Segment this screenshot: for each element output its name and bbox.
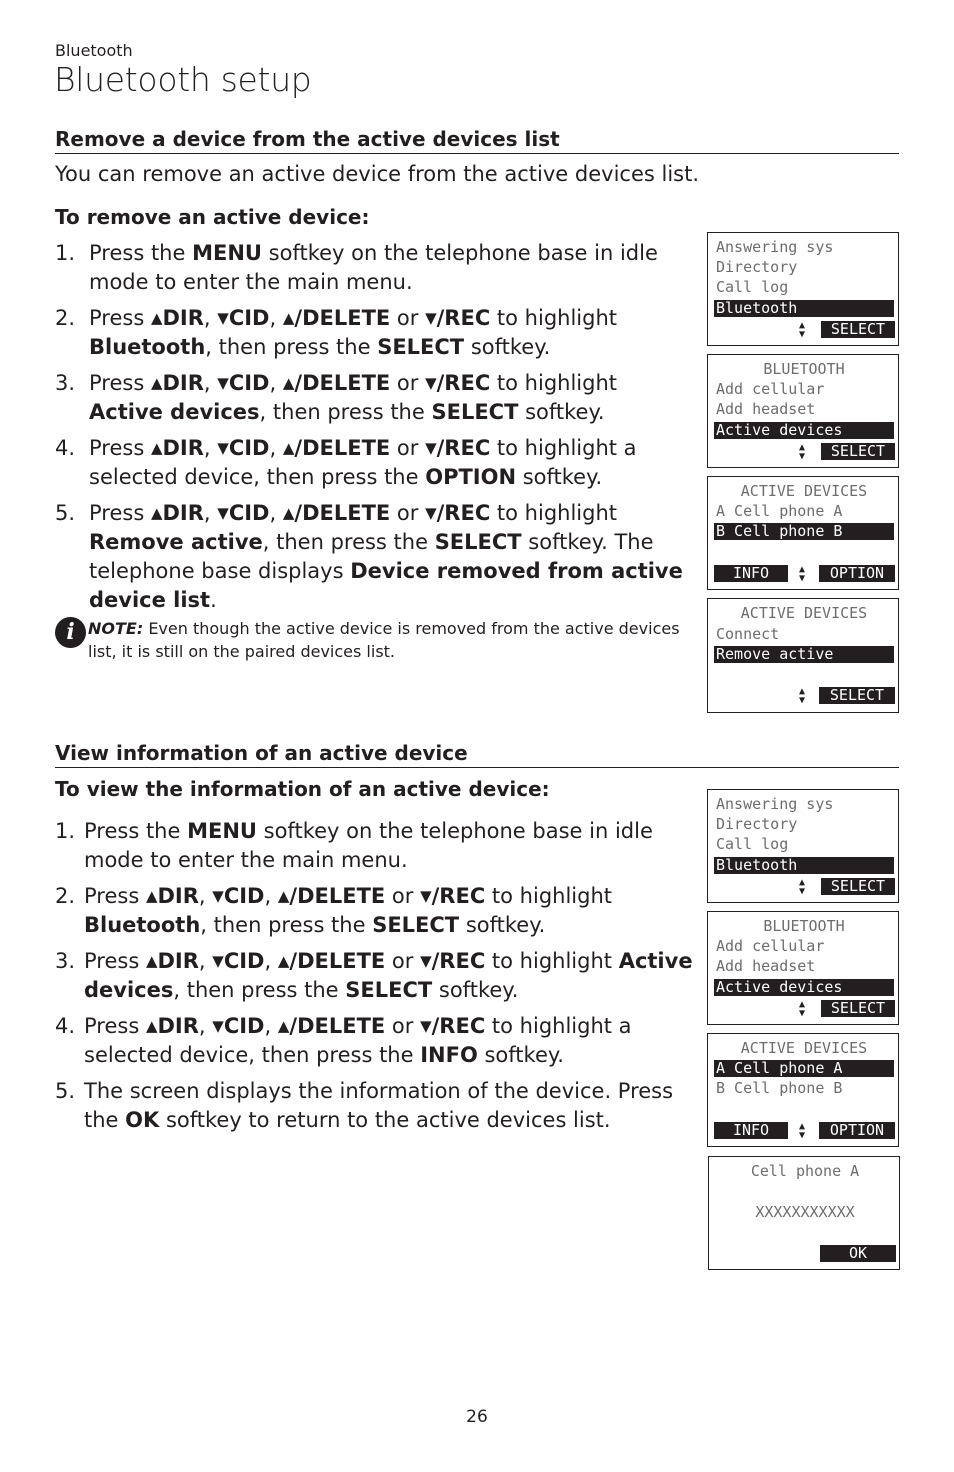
- lcd-device-info: Cell phone A XXXXXXXXXXX OK: [708, 1156, 900, 1270]
- up-arrow-icon: ▲: [277, 952, 290, 970]
- down-arrow-icon: ▼: [217, 374, 229, 392]
- up-arrow-icon: ▲: [277, 1017, 290, 1035]
- list-item: 2. Press ▲DIR, ▼CID, ▲/DELETE or ▼/REC to highlight Bluetooth, then press the SELECT softkey.: [55, 884, 613, 937]
- up-arrow-icon: ▲: [282, 439, 295, 457]
- scroll-arrows-icon: ▲ ▼: [798, 999, 806, 1019]
- down-arrow-icon: ▼: [425, 374, 437, 392]
- scroll-arrows-icon: ▲ ▼: [798, 442, 806, 462]
- lcd-bluetooth-menu: BLUETOOTH Add cellular Add headset Active devices ▲ ▼ SELECT: [707, 354, 899, 468]
- softkey-ok: OK: [820, 1245, 896, 1262]
- scroll-arrows-icon: ▲ ▼: [798, 1121, 806, 1141]
- up-arrow-icon: ▲: [150, 374, 163, 392]
- down-arrow-icon: ▼: [420, 1017, 432, 1035]
- up-arrow-icon: ▲: [145, 952, 158, 970]
- page-number: 26: [466, 1407, 488, 1427]
- note-text: Even though the active device is removed from the active devices list, it is still on the paired devices list.: [88, 619, 680, 661]
- page-title: Bluetooth setup: [54, 60, 312, 99]
- down-arrow-icon: ▼: [212, 887, 224, 905]
- scroll-arrows-icon: ▲ ▼: [798, 686, 806, 706]
- lcd-remove-active: ACTIVE DEVICES Connect Remove active ▲ ▼ SELECT: [707, 598, 899, 713]
- section-heading-view-info: View information of an active device: [55, 741, 899, 768]
- up-arrow-icon: ▲: [150, 504, 163, 522]
- softkey-option: OPTION: [819, 565, 895, 582]
- list-item: 4. Press ▲DIR, ▼CID, ▲/DELETE or ▼/REC to highlight a selected device, then press the INFO softkey.: [55, 1014, 632, 1067]
- softkey-select: SELECT: [821, 321, 895, 338]
- up-arrow-icon: ▲: [282, 504, 295, 522]
- scroll-arrows-icon: ▲ ▼: [798, 877, 806, 897]
- down-arrow-icon: ▼: [212, 1017, 224, 1035]
- softkey-info: INFO: [714, 565, 788, 582]
- down-arrow-icon: ▼: [217, 504, 229, 522]
- remove-steps-list: [55, 239, 687, 622]
- list-item: 3. Press ▲DIR, ▼CID, ▲/DELETE or ▼/REC to highlight Active devices, then press the SELECT softkey.: [55, 949, 693, 1002]
- down-arrow-icon: ▼: [420, 952, 432, 970]
- note-label: NOTE:: [88, 619, 144, 638]
- down-arrow-icon: ▼: [217, 309, 229, 327]
- lcd-main-menu: Answering sys Directory Call log Bluetooth ▲ ▼ SELECT: [707, 232, 899, 346]
- down-arrow-icon: ▼: [212, 952, 224, 970]
- softkey-option: OPTION: [819, 1122, 895, 1139]
- up-arrow-icon: ▲: [282, 309, 295, 327]
- lcd-bluetooth-menu-2: BLUETOOTH Add cellular Add headset Active devices ▲ ▼ SELECT: [707, 911, 899, 1025]
- down-arrow-icon: ▼: [425, 439, 437, 457]
- lcd-active-devices-info: ACTIVE DEVICES A Cell phone A B Cell phone B INFO ▲ ▼ OPTION: [707, 1033, 899, 1147]
- view-info-steps-list: [55, 817, 700, 1142]
- down-arrow-icon: ▼: [425, 504, 437, 522]
- down-arrow-icon: ▼: [425, 309, 437, 327]
- softkey-info: INFO: [714, 1122, 788, 1139]
- lcd-active-devices-remove: ACTIVE DEVICES A Cell phone A B Cell phone B INFO ▲ ▼ OPTION: [707, 476, 899, 590]
- up-arrow-icon: ▲: [282, 374, 295, 392]
- note: [55, 617, 685, 663]
- list-item: 2. Press ▲DIR, ▼CID, ▲/DELETE or ▼/REC to highlight Bluetooth, then press the SELECT softkey.: [55, 306, 618, 359]
- up-arrow-icon: ▲: [145, 1017, 158, 1035]
- list-item: 5. The screen displays the information of the device. Press the OK softkey to return to the active devices list.: [55, 1079, 674, 1132]
- list-item: 1. Press the MENU softkey on the telephone base in idle mode to enter the main menu.: [55, 819, 653, 872]
- up-arrow-icon: ▲: [150, 309, 163, 327]
- scroll-arrows-icon: ▲ ▼: [798, 564, 806, 584]
- up-arrow-icon: ▲: [277, 887, 290, 905]
- up-arrow-icon: ▲: [145, 887, 158, 905]
- down-arrow-icon: ▼: [420, 887, 432, 905]
- softkey-select: SELECT: [821, 1000, 895, 1017]
- list-item: 1. Press the MENU softkey on the telephone base in idle mode to enter the main menu.: [55, 241, 658, 294]
- softkey-select: SELECT: [819, 687, 895, 704]
- procedure-heading-view-info: To view the information of an active device:: [55, 777, 550, 801]
- down-arrow-icon: ▼: [217, 439, 229, 457]
- section-heading-remove: Remove a device from the active devices list: [55, 127, 899, 154]
- softkey-select: SELECT: [821, 878, 895, 895]
- list-item: 3. Press ▲DIR, ▼CID, ▲/DELETE or ▼/REC to highlight Active devices, then press the SELECT softkey.: [55, 371, 618, 424]
- lcd-main-menu-2: Answering sys Directory Call log Bluetooth ▲ ▼ SELECT: [707, 789, 899, 903]
- procedure-heading-remove: To remove an active device:: [55, 205, 370, 229]
- list-item: 4. Press ▲DIR, ▼CID, ▲/DELETE or ▼/REC to highlight a selected device, then press the OPTION softkey.: [55, 436, 637, 489]
- softkey-select: SELECT: [821, 443, 895, 460]
- list-item: 5. Press ▲DIR, ▼CID, ▲/DELETE or ▼/REC to highlight Remove active, then press the SELECT softkey. The telephone base displays Device removed from active device list.: [55, 501, 683, 612]
- section-intro: You can remove an active device from the active devices list.: [55, 162, 700, 186]
- breadcrumb: Bluetooth: [55, 41, 133, 60]
- scroll-arrows-icon: ▲ ▼: [798, 320, 806, 340]
- up-arrow-icon: ▲: [150, 439, 163, 457]
- info-icon: i: [55, 617, 86, 648]
